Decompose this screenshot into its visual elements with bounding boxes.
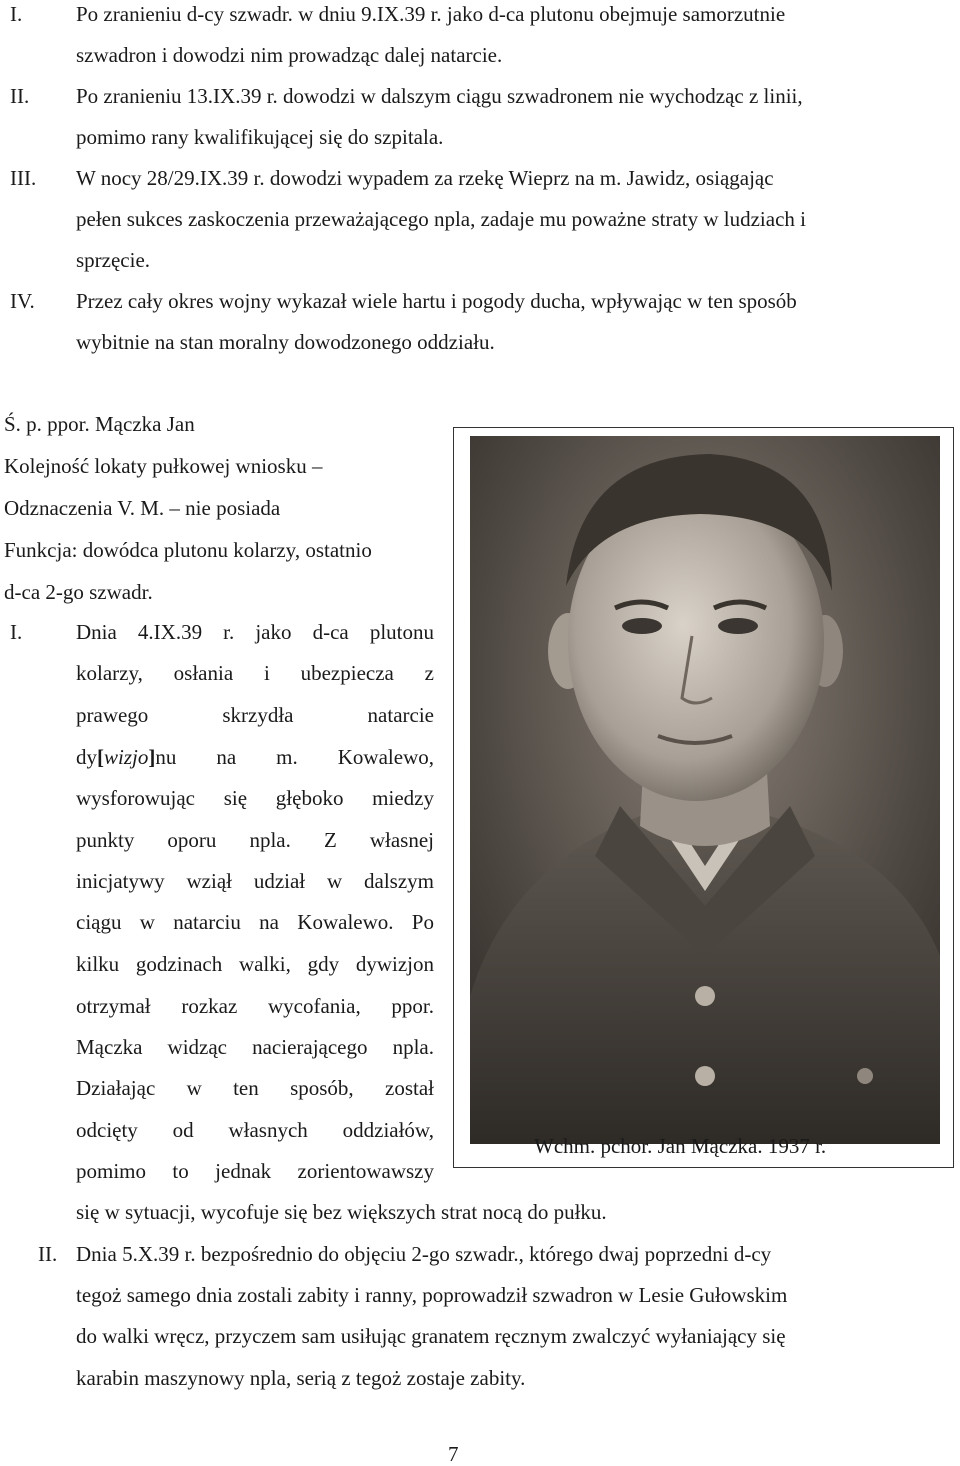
item-line: pomimo to jednak zorientowawszy <box>76 1159 434 1183</box>
editorial-insertion: wizjo <box>104 745 149 769</box>
item-line: kilku godzinach walki, gdy dywizjon <box>76 952 434 976</box>
editorial-bracket: ] <box>148 745 156 769</box>
item-numeral: II. <box>10 84 30 108</box>
photo-frame <box>453 427 954 1168</box>
person-name: Ś. p. ppor. Mączka Jan <box>4 412 195 436</box>
item-line: karabin maszynowy npla, serią z tegoż zostaje zabity. <box>76 1366 526 1390</box>
item-line: punkty oporu npla. Z własnej <box>76 828 434 852</box>
editorial-bracket: [ <box>97 745 104 769</box>
portrait-photo <box>470 436 940 1144</box>
text-fragment: dy <box>76 745 97 769</box>
item-line: sprzęcie. <box>76 248 151 272</box>
text-fragment: nu na m. Kowalewo, <box>155 745 434 769</box>
function-line: d-ca 2-go szwadr. <box>4 580 153 604</box>
item-line: ciągu w natarciu na Kowalewo. Po <box>76 910 434 934</box>
item-line: Po zranieniu d-cy szwadr. w dniu 9.IX.39 r. jako d-ca plutonu obejmuje samorzutnie <box>76 2 786 26</box>
item-line: otrzymał rozkaz wycofania, ppor. <box>76 994 434 1018</box>
item-line: Dnia 5.X.39 r. bezpośrednio do objęciu 2-go szwadr., którego dwaj poprzedni d-cy <box>76 1242 772 1266</box>
item-line: się w sytuacji, wycofuje się bez większych strat nocą do pułku. <box>76 1200 607 1224</box>
item-numeral: III. <box>10 166 37 190</box>
item-numeral: IV. <box>10 289 35 313</box>
photo-caption: Wchm. pchor. Jan Mączka. 1937 r. <box>534 1134 827 1158</box>
decorations-line: Odznaczenia V. M. – nie posiada <box>4 496 281 520</box>
item-line: Przez cały okres wojny wykazał wiele hartu i pogody ducha, wpływając w ten sposób <box>76 289 797 313</box>
kowalewo-line <box>76 745 434 769</box>
item-line: do walki wręcz, przyczem sam usiłując granatem ręcznym zwalczyć wyłaniający się <box>76 1324 786 1348</box>
item-line: odcięty od własnych oddziałów, <box>76 1118 434 1142</box>
item-line: pełen sukces zaskoczenia przeważającego npla, zadaje mu poważne straty w ludziach i <box>76 207 806 231</box>
item-line: kolarzy, osłania i ubezpiecza z <box>76 661 434 685</box>
item-line: Po zranieniu 13.IX.39 r. dowodzi w dalszym ciągu szwadronem nie wychodząc z linii, <box>76 84 803 108</box>
item-line: szwadron i dowodzi nim prowadząc dalej natarcie. <box>76 43 503 67</box>
item-numeral: II. <box>38 1242 58 1266</box>
item-numeral: I. <box>10 2 23 26</box>
item-line: inicjatywy wziął udział w dalszym <box>76 869 434 893</box>
item-line: prawego skrzydła natarcie <box>76 703 434 727</box>
item-line: wysforowując się głęboko miedzy <box>76 786 434 810</box>
order-line: Kolejność lokaty pułkowej wniosku – <box>4 454 323 478</box>
item-line: Mączka widząc nacierającego npla. <box>76 1035 434 1059</box>
item-numeral: I. <box>10 620 23 644</box>
item-line: Dnia 4.IX.39 r. jako d-ca plutonu <box>76 620 434 644</box>
item-line: pomimo rany kwalifikującej się do szpitala. <box>76 125 444 149</box>
page-number: 7 <box>448 1442 459 1466</box>
item-line: tegoż samego dnia zostali zabity i ranny, poprowadził szwadron w Lesie Gułowskim <box>76 1283 788 1307</box>
item-line: Działając w ten sposób, został <box>76 1076 434 1100</box>
item-line: W nocy 28/29.IX.39 r. dowodzi wypadem za rzekę Wieprz na m. Jawidz, osiągając <box>76 166 774 190</box>
function-line: Funkcja: dowódca plutonu kolarzy, ostatnio <box>4 538 372 562</box>
item-line: wybitnie na stan moralny dowodzonego oddziału. <box>76 330 495 354</box>
